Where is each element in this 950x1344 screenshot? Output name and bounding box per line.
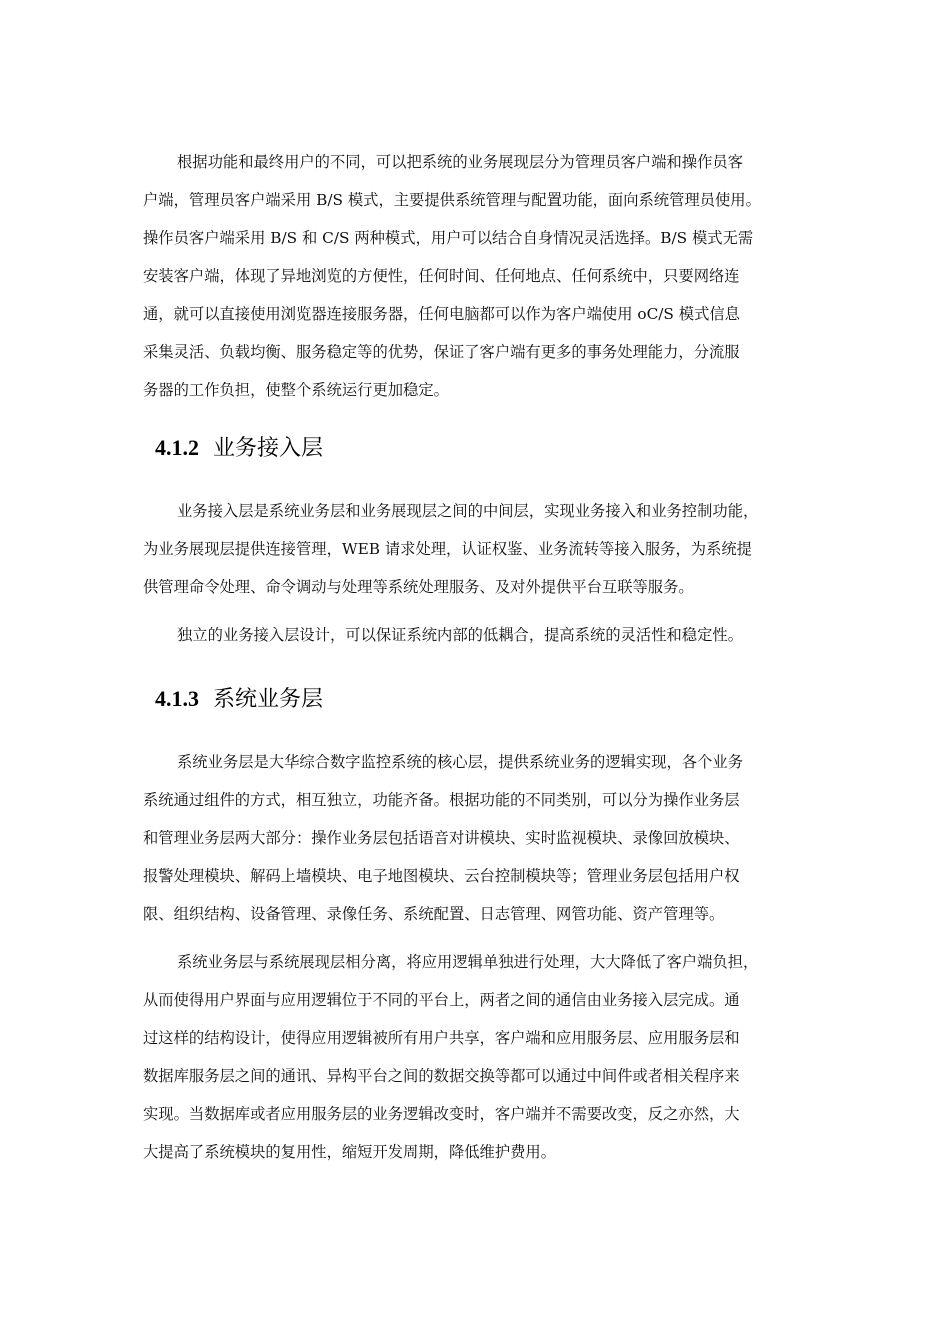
text-line: 报警处理模块、解码上墙模块、电子地图模块、云台控制模块等；管理业务层包括用户权	[143, 867, 740, 885]
section-4-1-2-paragraph-1	[143, 501, 813, 597]
intro-paragraph	[143, 152, 813, 400]
text-line: 业务接入层是系统业务层和业务展现层之间的中间层，实现业务接入和业务控制功能，	[177, 502, 759, 520]
document-body	[143, 140, 813, 1162]
text-line: 实现。当数据库或者应用服务层的业务逻辑改变时，客户端并不需要改变，反之亦然，大	[143, 1105, 740, 1123]
text-line: 独立的业务接入层设计，可以保证系统内部的低耦合，提高系统的灵活性和稳定性。	[177, 626, 743, 644]
text-line: 通，就可以直接使用浏览器连接服务器，任何电脑都可以作为客户端使用 oC/S 模式信息	[143, 305, 740, 323]
section-number: 4.1.2	[155, 435, 199, 460]
text-line: 安装客户端，体现了异地浏览的方便性，任何时间、任何地点、任何系统中，只要网络连	[143, 267, 740, 285]
text-line: 系统通过组件的方式，相互独立，功能齐备。根据功能的不同类别，可以分为操作业务层	[143, 791, 740, 809]
text-line: 限、组织结构、设备管理、录像任务、系统配置、日志管理、网管功能、资产管理等。	[143, 905, 725, 923]
text-line: 系统业务层与系统展现层相分离，将应用逻辑单独进行处理，大大降低了客户端负担，	[177, 953, 759, 971]
section-heading-4-1-2	[143, 432, 813, 464]
text-line: 根据功能和最终用户的不同，可以把系统的业务展现层分为管理员客户端和操作员客	[177, 153, 743, 171]
text-line: 过这样的结构设计，使得应用逻辑被所有用户共享，客户端和应用服务层、应用服务层和	[143, 1029, 740, 1047]
text-line: 操作员客户端采用 B/S 和 C/S 两种模式，用户可以结合自身情况灵活选择。B/S 模式无需	[143, 229, 754, 247]
text-line: 从而使得用户界面与应用逻辑位于不同的平台上，两者之间的通信由业务接入层完成。通	[143, 991, 740, 1009]
text-line: 采集灵活、负载均衡、服务稳定等的优势，保证了客户端有更多的事务处理能力，分流服	[143, 343, 740, 361]
text-line: 户端，管理员客户端采用 B/S 模式，主要提供系统管理与配置功能，面向系统管理员使用。	[143, 191, 761, 209]
text-line: 大提高了系统模块的复用性，缩短开发周期，降低维护费用。	[143, 1143, 557, 1161]
section-heading-4-1-3	[143, 683, 813, 715]
text-line: 为业务展现层提供连接管理，WEB 请求处理，认证权鉴、业务流转等接入服务，为系统提	[143, 540, 752, 558]
text-line: 系统业务层是大华综合数字监控系统的核心层，提供系统业务的逻辑实现，各个业务	[177, 753, 743, 771]
section-4-1-3-paragraph-2	[143, 952, 813, 1162]
text-line: 和管理业务层两大部分：操作业务层包括语音对讲模块、实时监视模块、录像回放模块、	[143, 829, 740, 847]
text-line: 务器的工作负担，使整个系统运行更加稳定。	[143, 381, 449, 399]
section-4-1-2-paragraph-2	[143, 625, 813, 645]
section-4-1-3-paragraph-1	[143, 752, 813, 924]
text-line: 供管理命令处理、命令调动与处理等系统处理服务、及对外提供平台互联等服务。	[143, 578, 694, 596]
text-line: 数据库服务层之间的通讯、异构平台之间的数据交换等都可以通过中间件或者相关程序来	[143, 1067, 740, 1085]
section-number: 4.1.3	[155, 686, 199, 711]
section-title: 业务接入层	[213, 436, 324, 461]
section-title: 系统业务层	[213, 687, 324, 712]
